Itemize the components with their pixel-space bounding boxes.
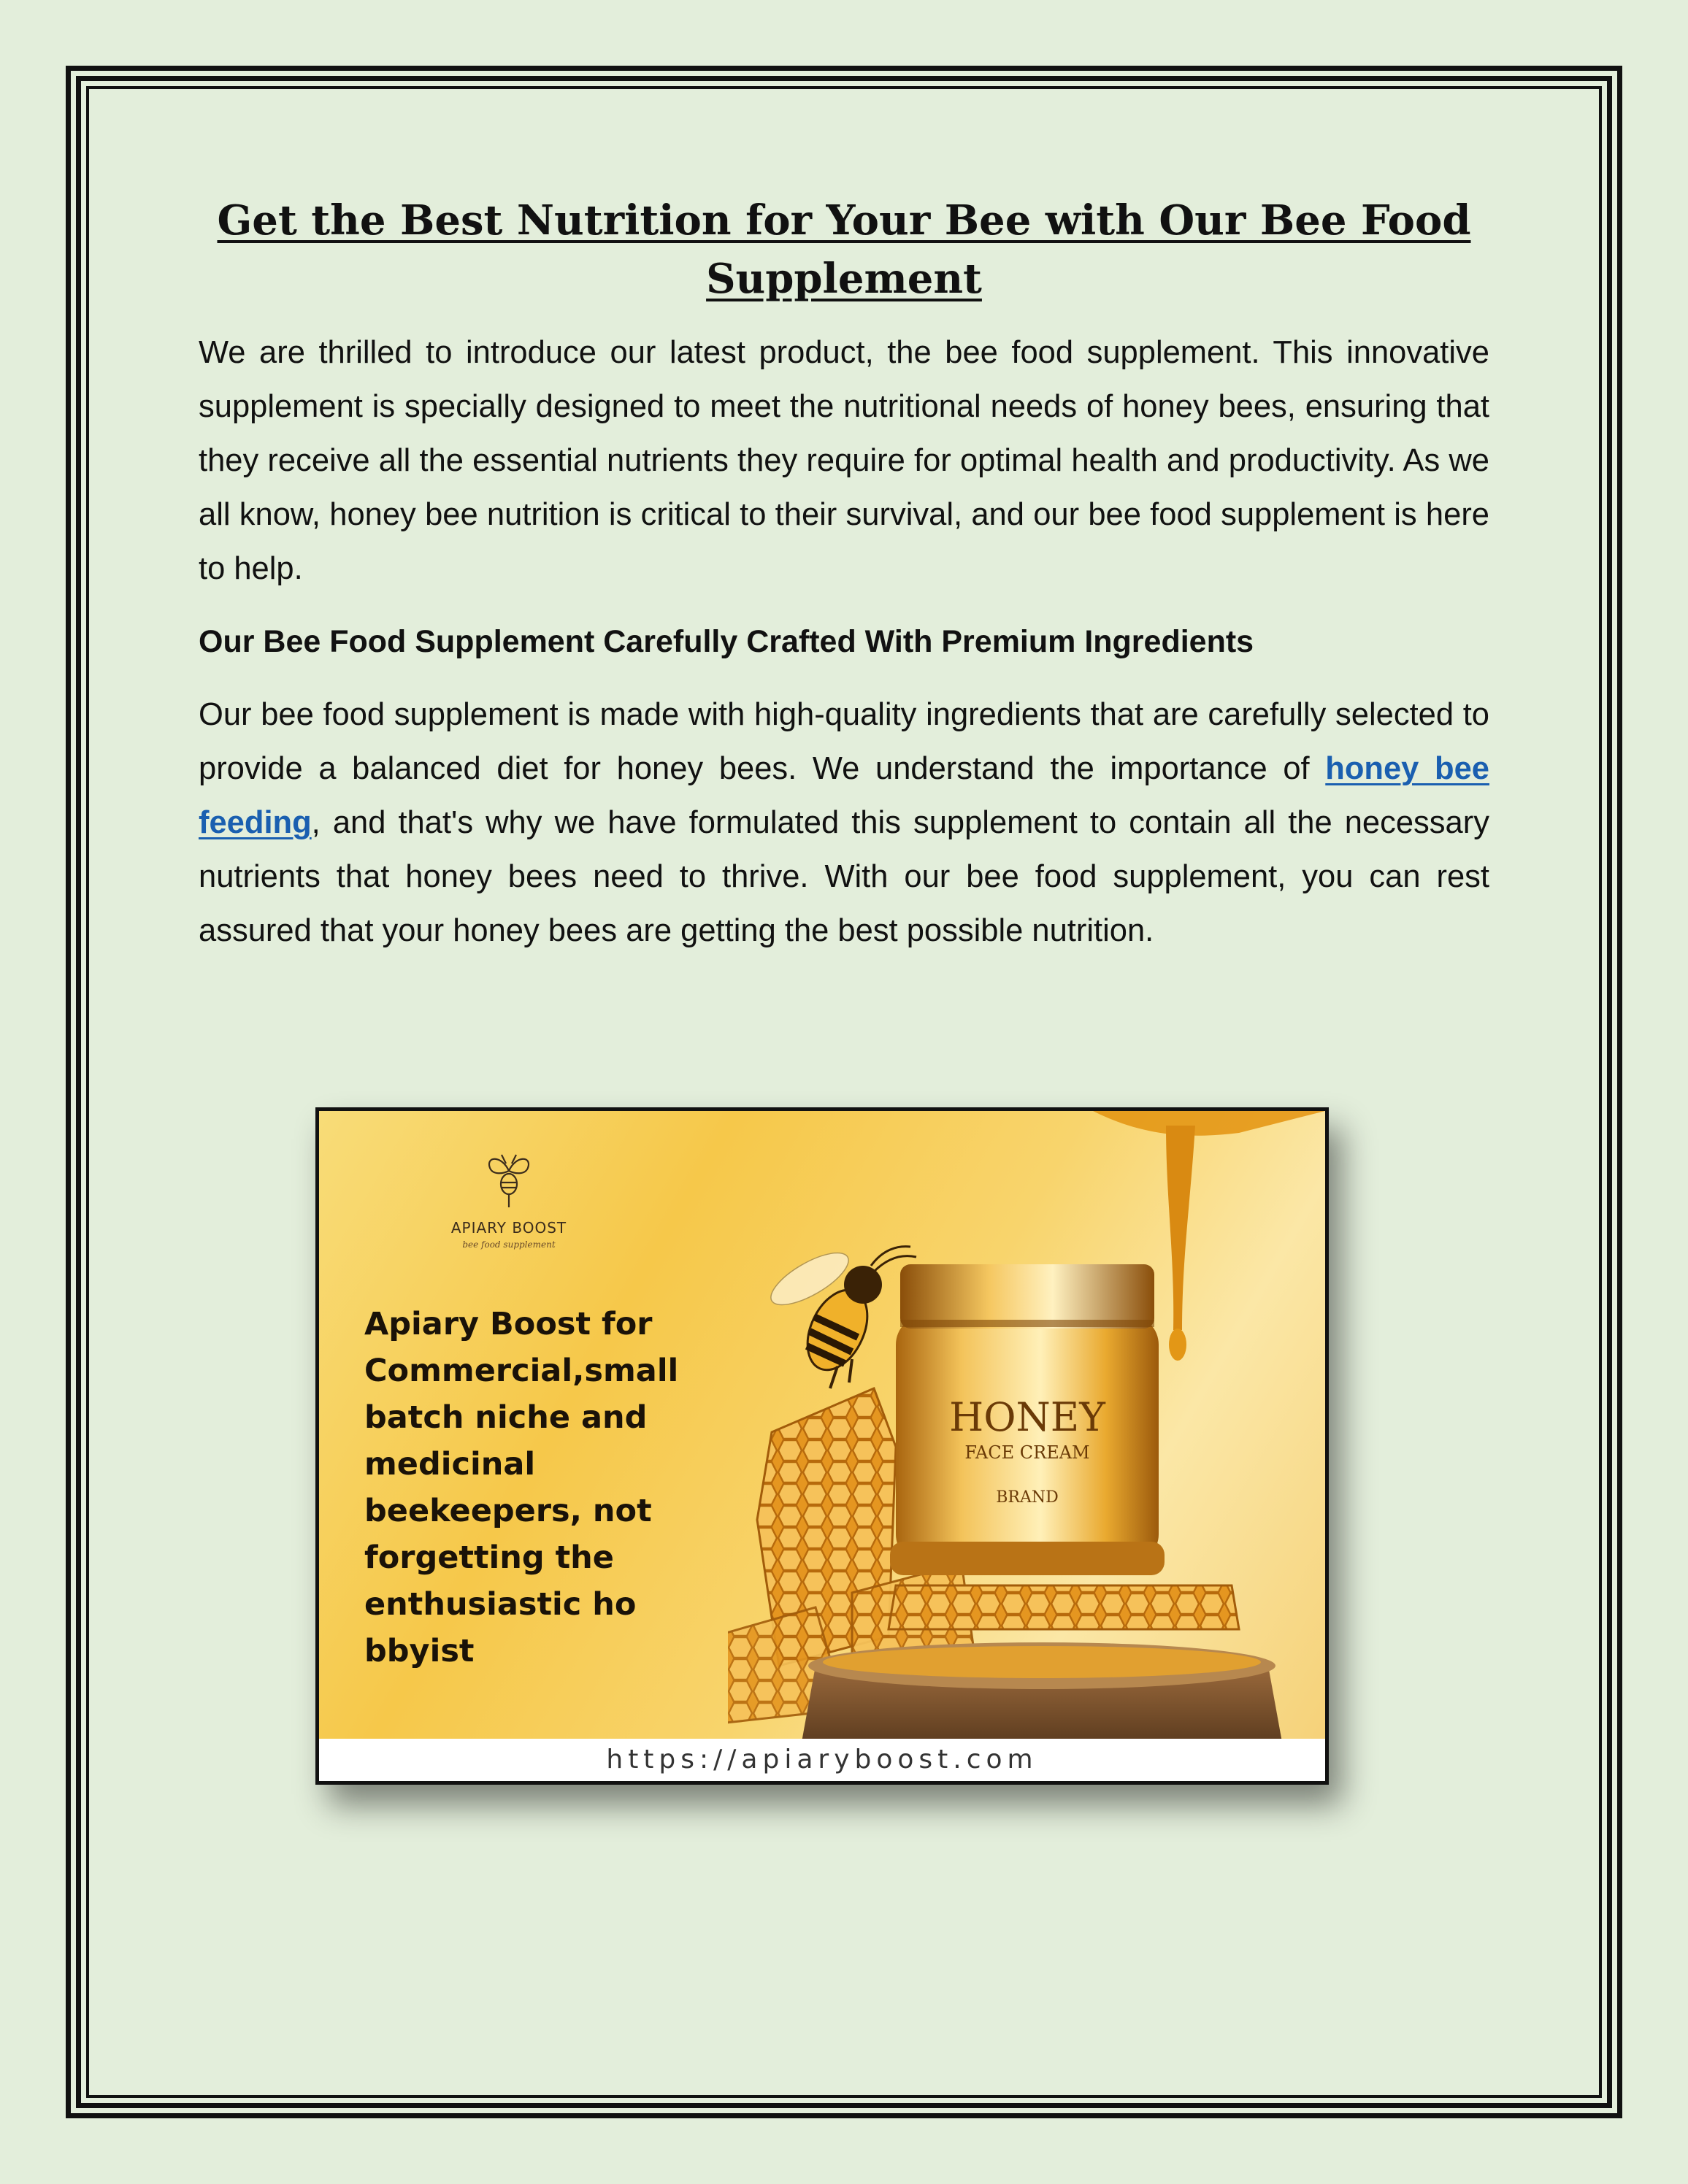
document-content (199, 191, 1489, 958)
logo-name: APIARY BOOST (450, 1219, 567, 1237)
bee-logo-icon (480, 1149, 538, 1215)
jar-label-sub: FACE CREAM (964, 1442, 1090, 1463)
section-heading: Our Bee Food Supplement Carefully Crafted With Premium Ingredients (199, 624, 1254, 659)
section-text-after-link: , and that's why we have formulated this supplement to contain all the necessary nutrients that honey bees need to thrive. With our bee food supplement, you can rest assured that your honey bees are getting the best possible nutrition. (199, 805, 1489, 948)
section-text-before-link: Our bee food supplement is made with high-quality ingredients that are carefully selected to provide a balanced diet for honey bees. We understand the importance of (199, 697, 1489, 786)
honey-bee-feeding-link[interactable]: honey bee feeding (199, 751, 1489, 840)
honey-jar-illustration (728, 1111, 1325, 1746)
section-paragraph (199, 688, 1489, 958)
promo-url: https://apiaryboost.com (319, 1739, 1325, 1781)
jar-label-main: HONEY (949, 1394, 1105, 1440)
intro-paragraph: We are thrilled to introduce our latest product, the bee food supplement. This innovative supplement is specially designed to meet the nutritional needs of honey bees, ensuring that they receive all the essential nutrients they require for optimal health and productivity. As we all know, honey bee nutrition is critical to their survival, and our bee food supplement is here to help. (199, 335, 1489, 586)
document-title: Get the Best Nutrition for Your Bee with Our Bee Food Supplement (217, 196, 1471, 303)
jar-label-brand: BRAND (996, 1488, 1059, 1507)
promo-headline: Apiary Boost for Commercial,small batch niche and medicinal beekeepers, not forgetting the enthusiastic ho bbyist (364, 1306, 679, 1669)
promo-image (315, 1107, 1329, 1785)
logo-tagline: bee food supplement (462, 1239, 556, 1250)
bee-icon (764, 1243, 916, 1388)
apiary-boost-logo (429, 1149, 589, 1250)
